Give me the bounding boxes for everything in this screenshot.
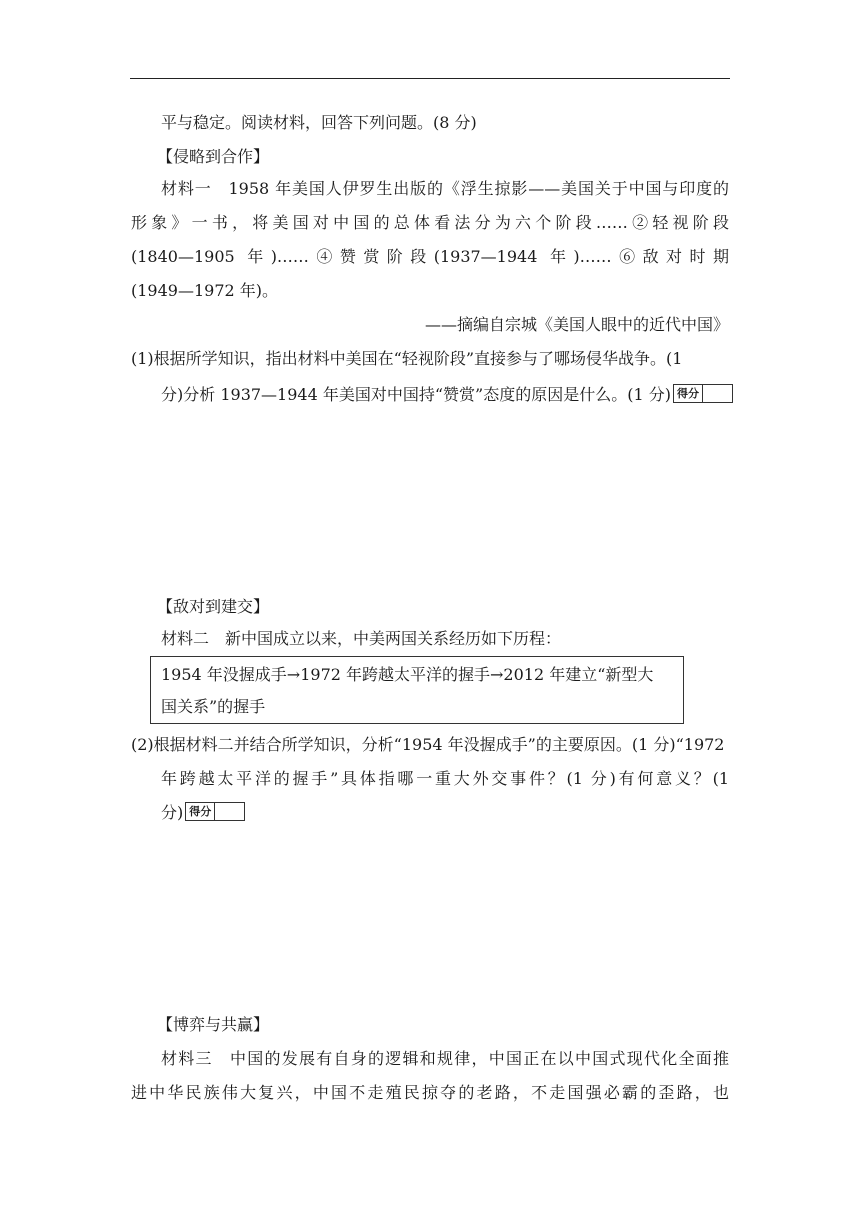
question-2-line3 xyxy=(161,802,245,824)
score-label: 得分 xyxy=(186,803,215,820)
section-heading-game: 【博弈与共赢】 xyxy=(157,1015,270,1034)
material-two-box-line1: 1954 年没握成手→1972 年跨越太平洋的握手→2012 年建立“新型大 xyxy=(161,665,654,684)
material-three-line2: 进中华民族伟大复兴，中国不走殖民掠夺的老路，不走国强必霸的歪路，也 xyxy=(131,1083,729,1102)
material-two-box-line2: 国关系”的握手 xyxy=(161,697,266,716)
material-one-line2: 形象》一书，将美国对中国的总体看法分为六个阶段……②轻视阶段 xyxy=(131,213,729,232)
question-2-line1: (2)根据材料二并结合所学知识，分析“1954 年没握成手”的主要原因。(1 分)“1972 xyxy=(131,735,725,754)
material-one-line3: (1840—1905 年)……④赞赏阶段(1937—1944 年)……⑥敌对时期 xyxy=(131,247,729,266)
material-three-line1: 材料三 中国的发展有自身的逻辑和规律，中国正在以中国式现代化全面推 xyxy=(161,1049,729,1068)
question-1-line2 xyxy=(161,384,733,406)
section-heading-aggression: 【侵略到合作】 xyxy=(157,147,270,166)
question-1-line1: (1)根据所学知识，指出材料中美国在“轻视阶段”直接参与了哪场侵华战争。(1 xyxy=(131,349,683,368)
material-two-line: 材料二 新中国成立以来，中美两国关系经历如下历程： xyxy=(161,629,562,648)
question-2-line3-text: 分) xyxy=(161,803,184,822)
intro-line: 平与稳定。阅读材料，回答下列问题。(8 分) xyxy=(161,113,477,132)
section-heading-hostility: 【敌对到建交】 xyxy=(157,597,270,616)
score-box-q2[interactable] xyxy=(185,802,245,821)
score-label: 得分 xyxy=(674,385,703,402)
header-rule xyxy=(130,78,730,79)
material-one-line1: 材料一 1958 年美国人伊罗生出版的《浮生掠影——美国关于中国与印度的 xyxy=(161,179,729,198)
material-one-source: ——摘编自宗城《美国人眼中的近代中国》 xyxy=(424,315,729,334)
question-2-line2: 年跨越太平洋的握手”具体指哪一重大外交事件？(1 分)有何意义？(1 xyxy=(161,769,729,788)
material-one-line4: (1949—1972 年)。 xyxy=(131,281,279,300)
question-1-line2-text: 分)分析 1937—1944 年美国对中国持“赞赏”态度的原因是什么。(1 分) xyxy=(161,385,671,404)
score-box-q1[interactable] xyxy=(673,384,733,403)
